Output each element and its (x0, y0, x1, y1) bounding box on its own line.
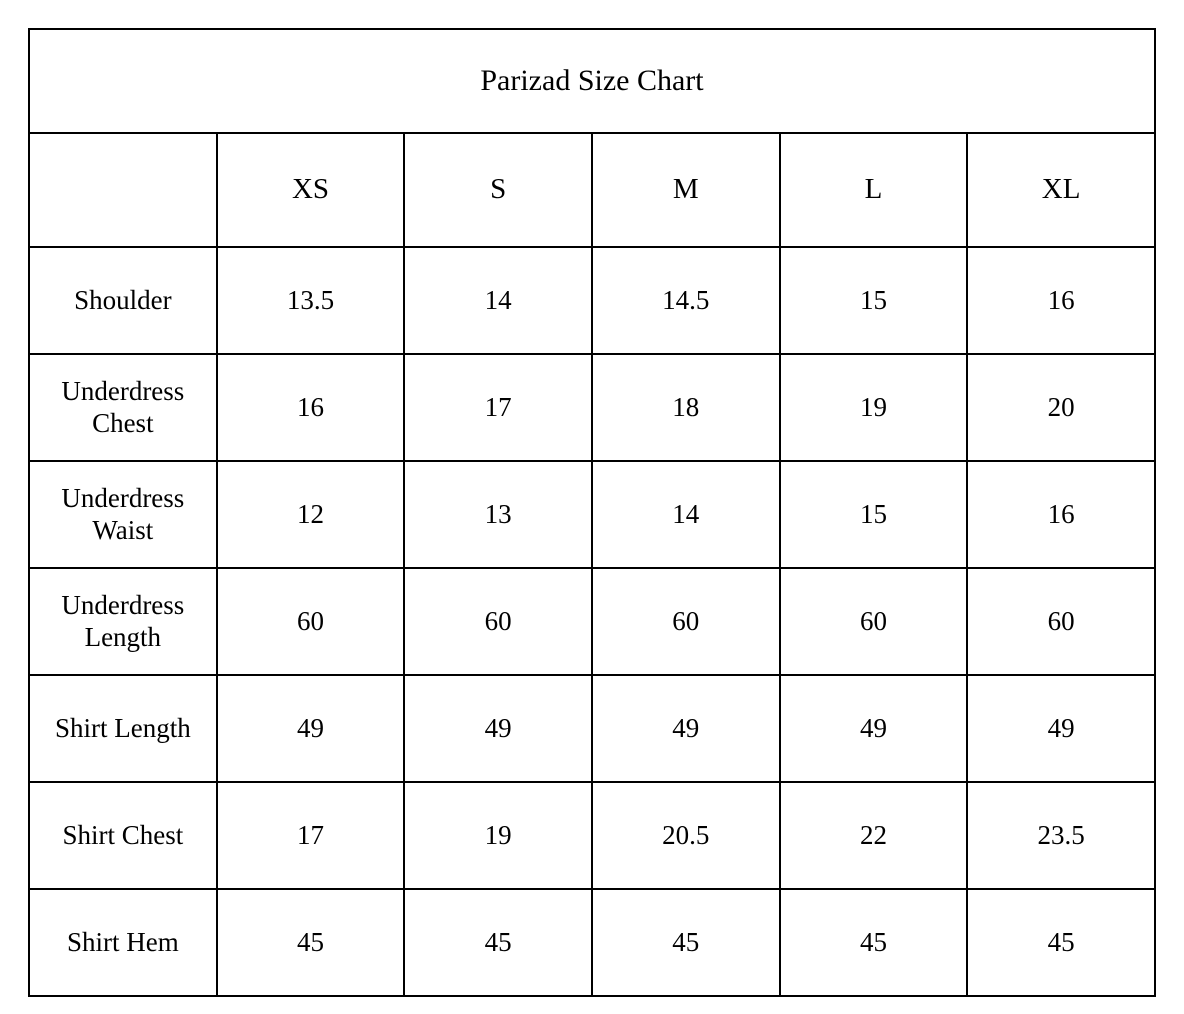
row-value: 19 (780, 354, 968, 461)
row-value: 15 (780, 461, 968, 568)
row-value: 14 (404, 247, 592, 354)
table-row (29, 889, 1155, 996)
row-value: 14 (592, 461, 780, 568)
table-row (29, 782, 1155, 889)
table-row (29, 461, 1155, 568)
row-value: 60 (404, 568, 592, 675)
table-row (29, 568, 1155, 675)
row-value: 19 (404, 782, 592, 889)
row-value: 12 (217, 461, 405, 568)
row-label: Shirt Chest (29, 782, 217, 889)
row-value: 60 (780, 568, 968, 675)
row-value: 13 (404, 461, 592, 568)
size-chart-table (28, 28, 1156, 997)
row-value: 22 (780, 782, 968, 889)
row-label: Shoulder (29, 247, 217, 354)
row-value: 49 (217, 675, 405, 782)
row-label: Shirt Hem (29, 889, 217, 996)
size-chart-body (29, 29, 1155, 996)
row-value: 14.5 (592, 247, 780, 354)
row-value: 60 (217, 568, 405, 675)
row-value: 45 (592, 889, 780, 996)
header-corner-cell (29, 133, 217, 247)
header-row (29, 133, 1155, 247)
row-value: 16 (967, 461, 1155, 568)
row-value: 60 (592, 568, 780, 675)
column-header-xl: XL (967, 133, 1155, 247)
row-value: 60 (967, 568, 1155, 675)
table-row (29, 247, 1155, 354)
row-label: Underdress Waist (29, 461, 217, 568)
row-value: 45 (217, 889, 405, 996)
row-value: 13.5 (217, 247, 405, 354)
column-header-s: S (404, 133, 592, 247)
row-value: 45 (967, 889, 1155, 996)
row-value: 18 (592, 354, 780, 461)
row-value: 20 (967, 354, 1155, 461)
row-value: 20.5 (592, 782, 780, 889)
column-header-l: L (780, 133, 968, 247)
row-value: 16 (217, 354, 405, 461)
row-value: 49 (404, 675, 592, 782)
row-label: Shirt Length (29, 675, 217, 782)
row-label: Underdress Chest (29, 354, 217, 461)
column-header-xs: XS (217, 133, 405, 247)
title-row (29, 29, 1155, 133)
row-value: 45 (404, 889, 592, 996)
row-value: 17 (217, 782, 405, 889)
table-row (29, 354, 1155, 461)
row-value: 49 (967, 675, 1155, 782)
row-value: 49 (780, 675, 968, 782)
row-value: 45 (780, 889, 968, 996)
column-header-m: M (592, 133, 780, 247)
row-label: Underdress Length (29, 568, 217, 675)
row-value: 16 (967, 247, 1155, 354)
row-value: 23.5 (967, 782, 1155, 889)
chart-title: Parizad Size Chart (29, 29, 1155, 133)
row-value: 17 (404, 354, 592, 461)
row-value: 49 (592, 675, 780, 782)
table-row (29, 675, 1155, 782)
row-value: 15 (780, 247, 968, 354)
